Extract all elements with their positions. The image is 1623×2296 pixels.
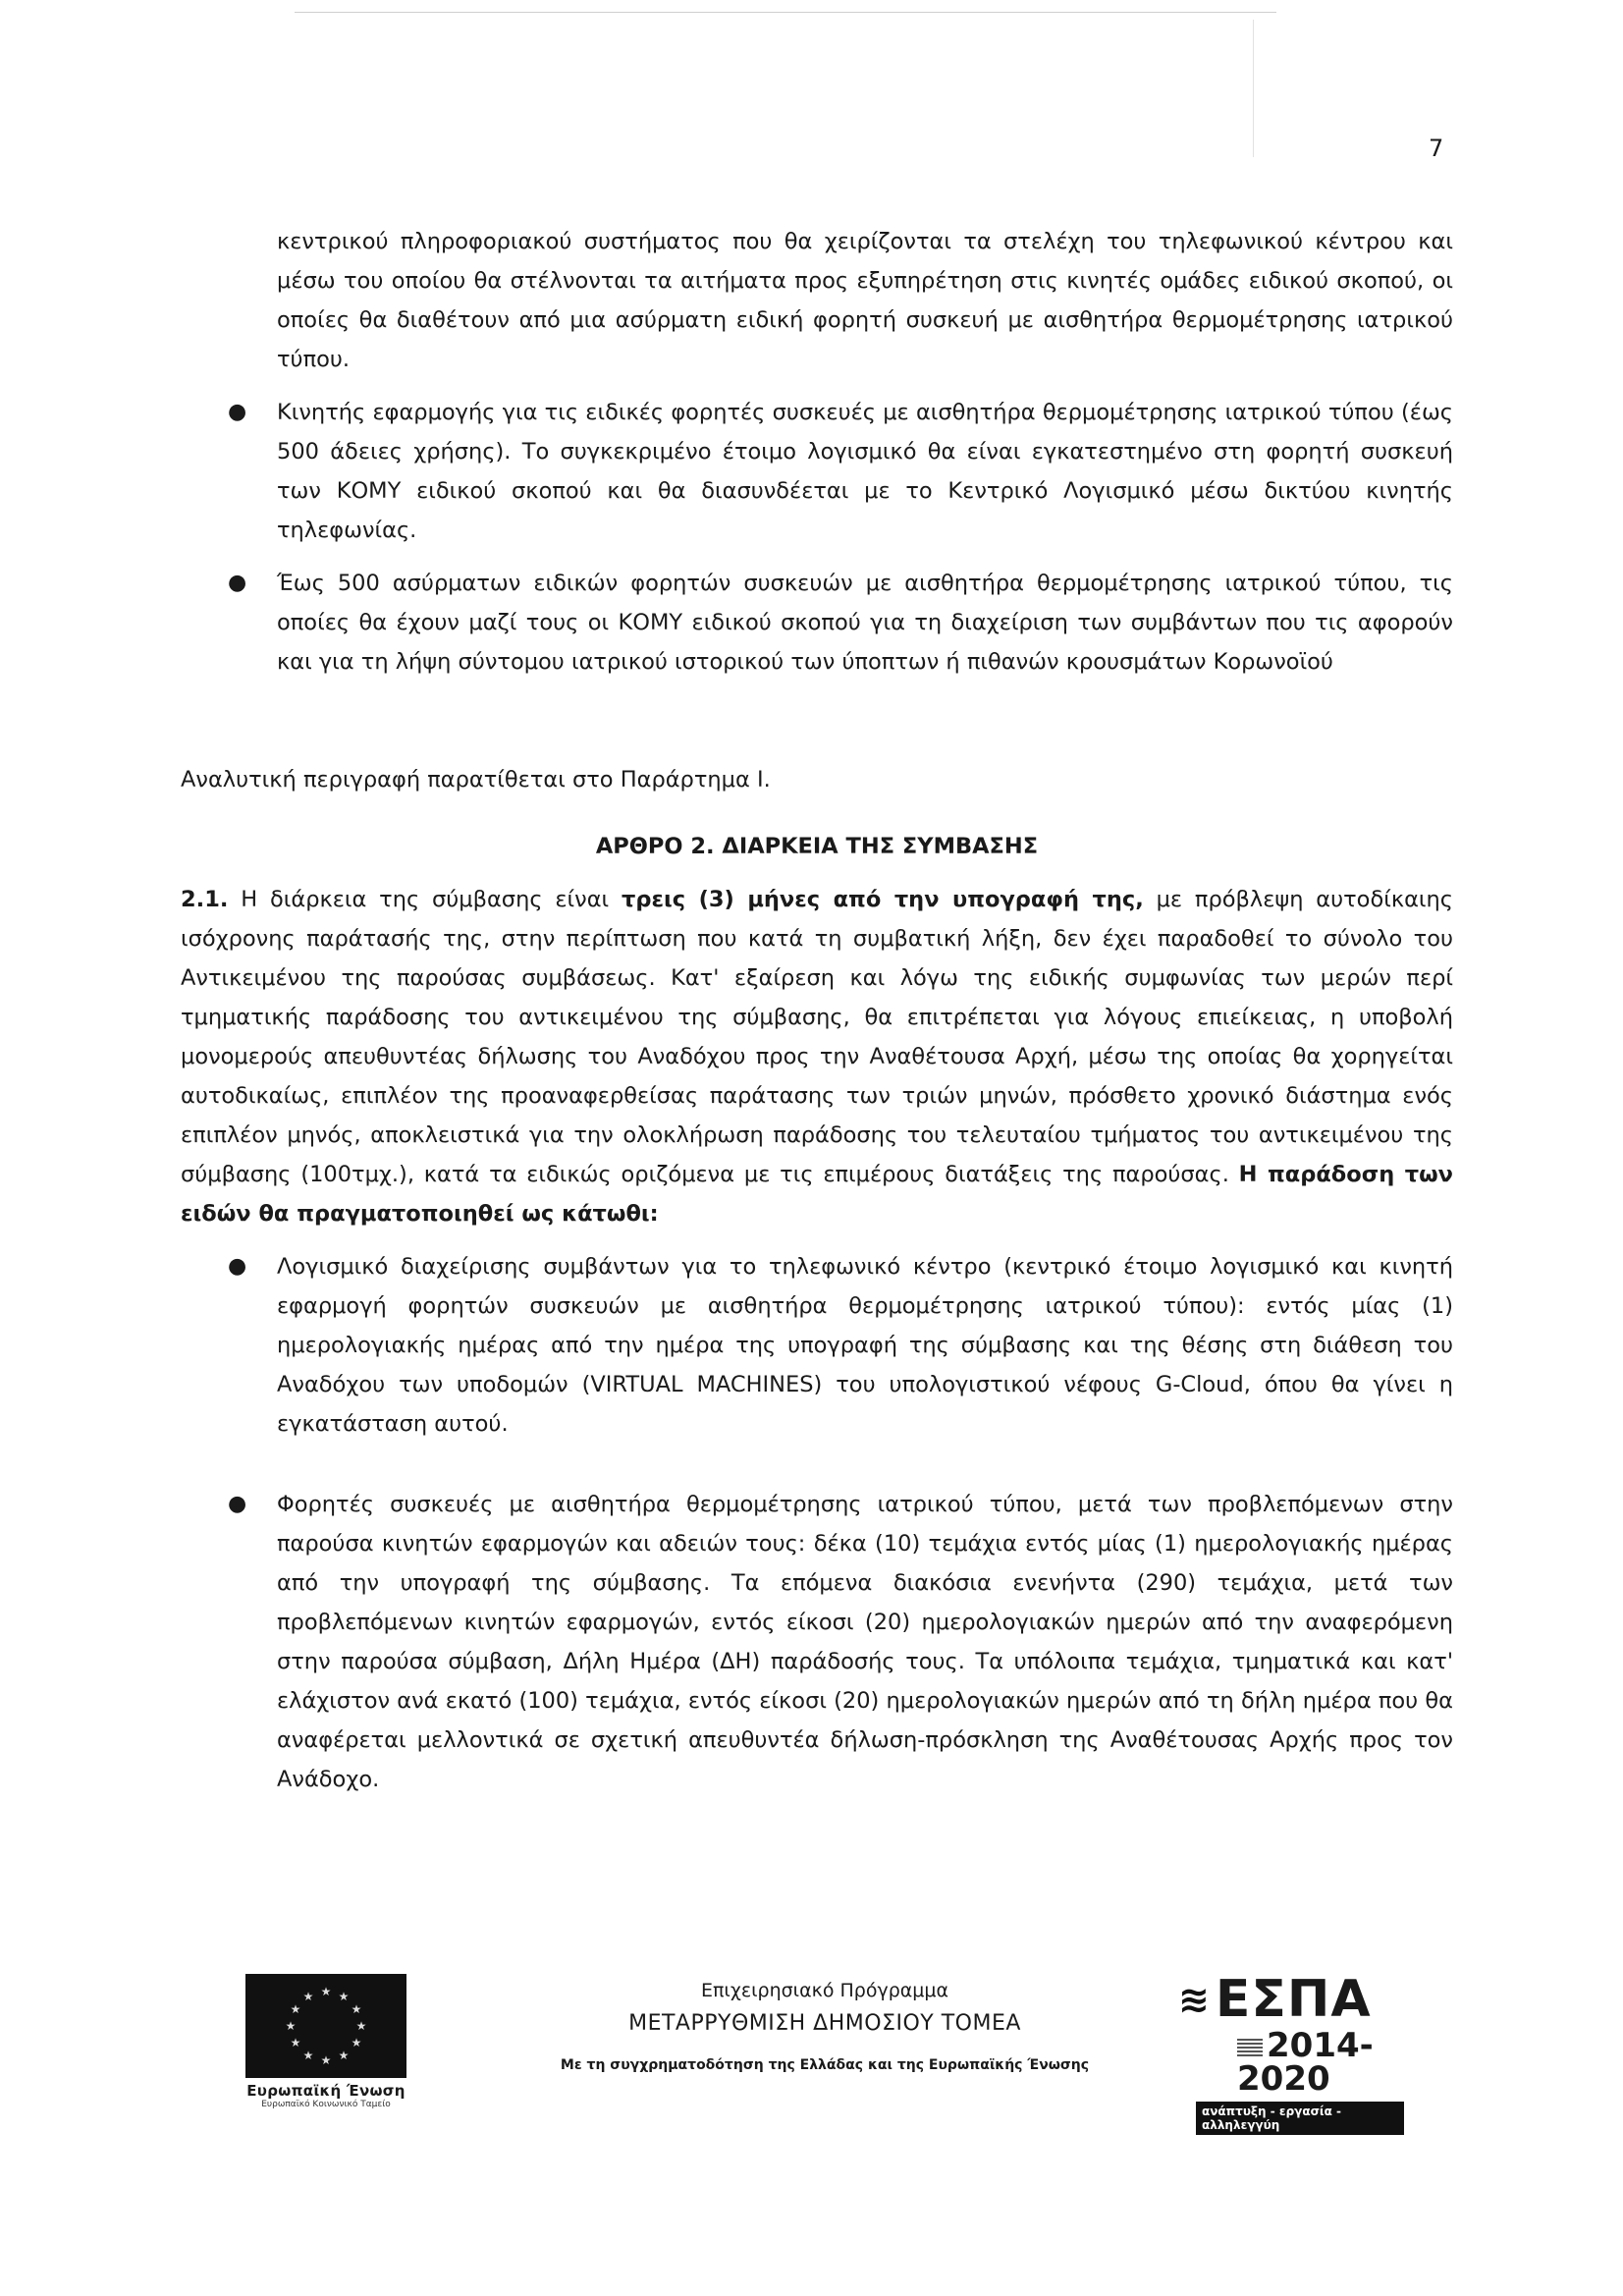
scan-edge-line [295, 12, 1276, 13]
funding-footer [0, 1964, 1623, 2132]
espa-years-text: 2014-2020 [1237, 2026, 1374, 2099]
espa-title: ΕΣΠΑ [1215, 1970, 1372, 2029]
op-line2: ΜΕΤΑΡΡΥΘΜΙΣΗ ΔΗΜΟΣΙΟΥ ΤΟΜΕΑ [628, 2011, 1021, 2036]
svg-text:★: ★ [338, 1990, 350, 2003]
bullet-icon: ● [228, 1492, 247, 1516]
list-item [181, 1485, 1453, 1799]
svg-text:★: ★ [320, 2053, 332, 2067]
clause-delivery-intro: Η παράδοση των ειδών θα πραγματοποιηθεί ως κάτωθι: [181, 1162, 1453, 1227]
document-body [181, 222, 1453, 1799]
svg-text:★: ★ [351, 2036, 362, 2050]
scan-edge-line-vertical [1253, 20, 1254, 157]
eu-label: Ευρωπαϊκή Ένωση [246, 2082, 406, 2100]
page-number: 7 [1429, 135, 1444, 162]
list-item-text: Κινητής εφαρμογής για τις ειδικές φορητές συσκευές με αισθητήρα θερμομέτρησης ιατρικού τύπου (έως 500 άδειες χρήσης). Το συγκεκριμένο έτοιμο λογισμικό θα είναι εγκατεστημένο στη φορητή συσκευή των ΚΟΜΥ ειδικού σκοπού και θα διασυνδέεται με το Κεντρικό Λογισμικό μέσω δικτύου κινητής τηλεφωνίας. [277, 400, 1453, 543]
clause-2-1 [181, 880, 1453, 1233]
eu-logo [245, 1974, 406, 2109]
bullet-icon: ● [228, 400, 247, 424]
svg-text:★: ★ [285, 2019, 297, 2033]
svg-text:★: ★ [351, 2002, 362, 2016]
list-item-text: Έως 500 ασύρματων ειδικών φορητών συσκευών με αισθητήρα θερμομέτρησης ιατρικού τύπου, τις οποίες θα έχουν μαζί τους οι ΚΟΜΥ ειδικού σκοπού για τη διαχείριση των συμβάντων που τις αφορούν και για τη λήψη σύντομου ιατρικού ιστορικού των ύποπτων ή πιθανών κρουσμάτων Κορωνοϊού [277, 571, 1453, 675]
list-item [181, 1247, 1453, 1444]
continuation-paragraph: κεντρικού πληροφοριακού συστήματος που θα χειρίζονται τα στελέχη του τηλεφωνικού κέντρου και μέσω του οποίου θα στέλνονται τα αιτήματα προς εξυπηρέτηση στις κινητές ομάδες ειδικού σκοπού, οι οποίες θα διαθέτουν από μια ασύρματη ειδική φορητή συσκευή με αισθητήρα θερμομέτρησης ιατρικού τύπου. [277, 229, 1453, 372]
svg-text:★: ★ [355, 2019, 367, 2033]
bullet-icon: ● [228, 571, 247, 595]
clause-number: 2.1. [181, 887, 229, 912]
svg-text:★: ★ [290, 2036, 301, 2050]
espa-logo [1178, 1970, 1404, 2135]
svg-text:★: ★ [290, 2002, 301, 2016]
greek-flag-icon [1237, 2039, 1263, 2056]
operational-programme [530, 1980, 1119, 2073]
list-item [181, 564, 1453, 682]
eu-sub-label: Ευρωπαϊκό Κοινωνικό Ταμείο [261, 2100, 391, 2109]
list-item-text: Λογισμικό διαχείρισης συμβάντων για το τηλεφωνικό κέντρο (κεντρικό έτοιμο λογισμικό και κινητή εφαρμογή φορητών συσκευών με αισθητήρα θερμομέτρησης ιατρικού τύπου): εντός μίας (1) ημερολογιακής ημέρας από την ημέρα της υπογραφή της σύμβασης και της θέσης στη διάθεση του Αναδόχου των υποδομών (VIRTUAL MACHINES) του υπολογιστικού νέφους G-Cloud, όπου θα γίνει η εγκατάσταση αυτού. [277, 1254, 1453, 1437]
annex-note: Αναλυτική περιγραφή παρατίθεται στο Παράρτημα Ι. [181, 767, 771, 793]
eu-flag-icon [245, 1974, 406, 2078]
clause-text-b: με πρόβλεψη αυτοδίκαιης ισόχρονης παράτασής της, στην περίπτωση που κατά τη συμβατική λήξη, δεν έχει παραδοθεί το σύνολο του Αντικειμένου της παρούσας συμβάσεως. Κατ' εξαίρεση και λόγω της ειδικής συμφωνίας των μερών περί τμηματικής παράδοσης του αντικειμένου της σύμβασης, θα επιτρέπεται για λόγους επιείκειας, η υποβολή μονομερούς απευθυντέας δήλωσης του Αναδόχου προς την Αναθέτουσα Αρχή, μέσω της οποίας θα χορηγείται αυτοδικαίως, επιπλέον της προαναφερθείσας παράτασης των τριών μηνών, πρόσθετο χρονικό διάστημα ενός επιπλέον μηνός, αποκλειστικά για την ολοκλήρωση παράδοσης του τελευταίου τμήματος του αντικειμένου της σύμβασης (100τμχ.), κατά τα ειδικώς οριζόμενα με τις επιμέρους διατάξεις της παρούσας. [181, 887, 1453, 1187]
clause-duration: τρεις (3) μήνες από την υπογραφή της, [621, 887, 1144, 912]
bullet-icon: ● [228, 1254, 247, 1279]
espa-years [1178, 2026, 1404, 2099]
list-item-text: Φορητές συσκευές με αισθητήρα θερμομέτρησης ιατρικού τύπου, μετά των προβλεπόμενων στην παρούσα κινητών εφαρμογών και αδειών τους: δέκα (10) τεμάχια εντός μίας (1) ημερολογιακής ημέρας από την υπογραφή της σύμβασης. Τα επόμενα διακόσια ενενήντα (290) τεμάχια, μετά των προβλεπόμενων κινητών εφαρμογών, εντός είκοσι (20) ημερολογιακών ημερών από την αναφερόμενη στην παρούσα σύμβαση, Δήλη Ημέρα (ΔΗ) παράδοσής τους. Τα υπόλοιπα τεμάχια, τμηματικά και κατ' ελάχιστον ανά εκατό (100) τεμάχια, εντός είκοσι (20) ημερολογιακών ημερών από τη δήλη ημέρα που θα αναφέρεται μελλοντικά σε σχετική απευθυντέα δήλωση-πρόσκληση της Αναθέτουσας Αρχής προς τον Ανάδοχο. [277, 1492, 1453, 1792]
espa-wave-icon: ≋ [1178, 1978, 1210, 2021]
svg-text:★: ★ [320, 1985, 332, 1998]
svg-text:★: ★ [302, 2049, 314, 2062]
clause-text-a: Η διάρκεια της σύμβασης είναι [228, 887, 622, 912]
list-item [181, 393, 1453, 550]
svg-text:★: ★ [338, 2049, 350, 2062]
svg-text:★: ★ [302, 1990, 314, 2003]
op-line3: Με τη συγχρηματοδότηση της Ελλάδας και της Ευρωπαϊκής Ένωσης [560, 2057, 1090, 2073]
op-line1: Επιχειρησιακό Πρόγραμμα [700, 1980, 948, 2001]
espa-tagline: ανάπτυξη - εργασία - αλληλεγγύη [1196, 2102, 1404, 2135]
article-heading: ΑΡΘΡΟ 2. ΔΙΑΡΚΕΙΑ ΤΗΣ ΣΥΜΒΑΣΗΣ [595, 834, 1039, 859]
